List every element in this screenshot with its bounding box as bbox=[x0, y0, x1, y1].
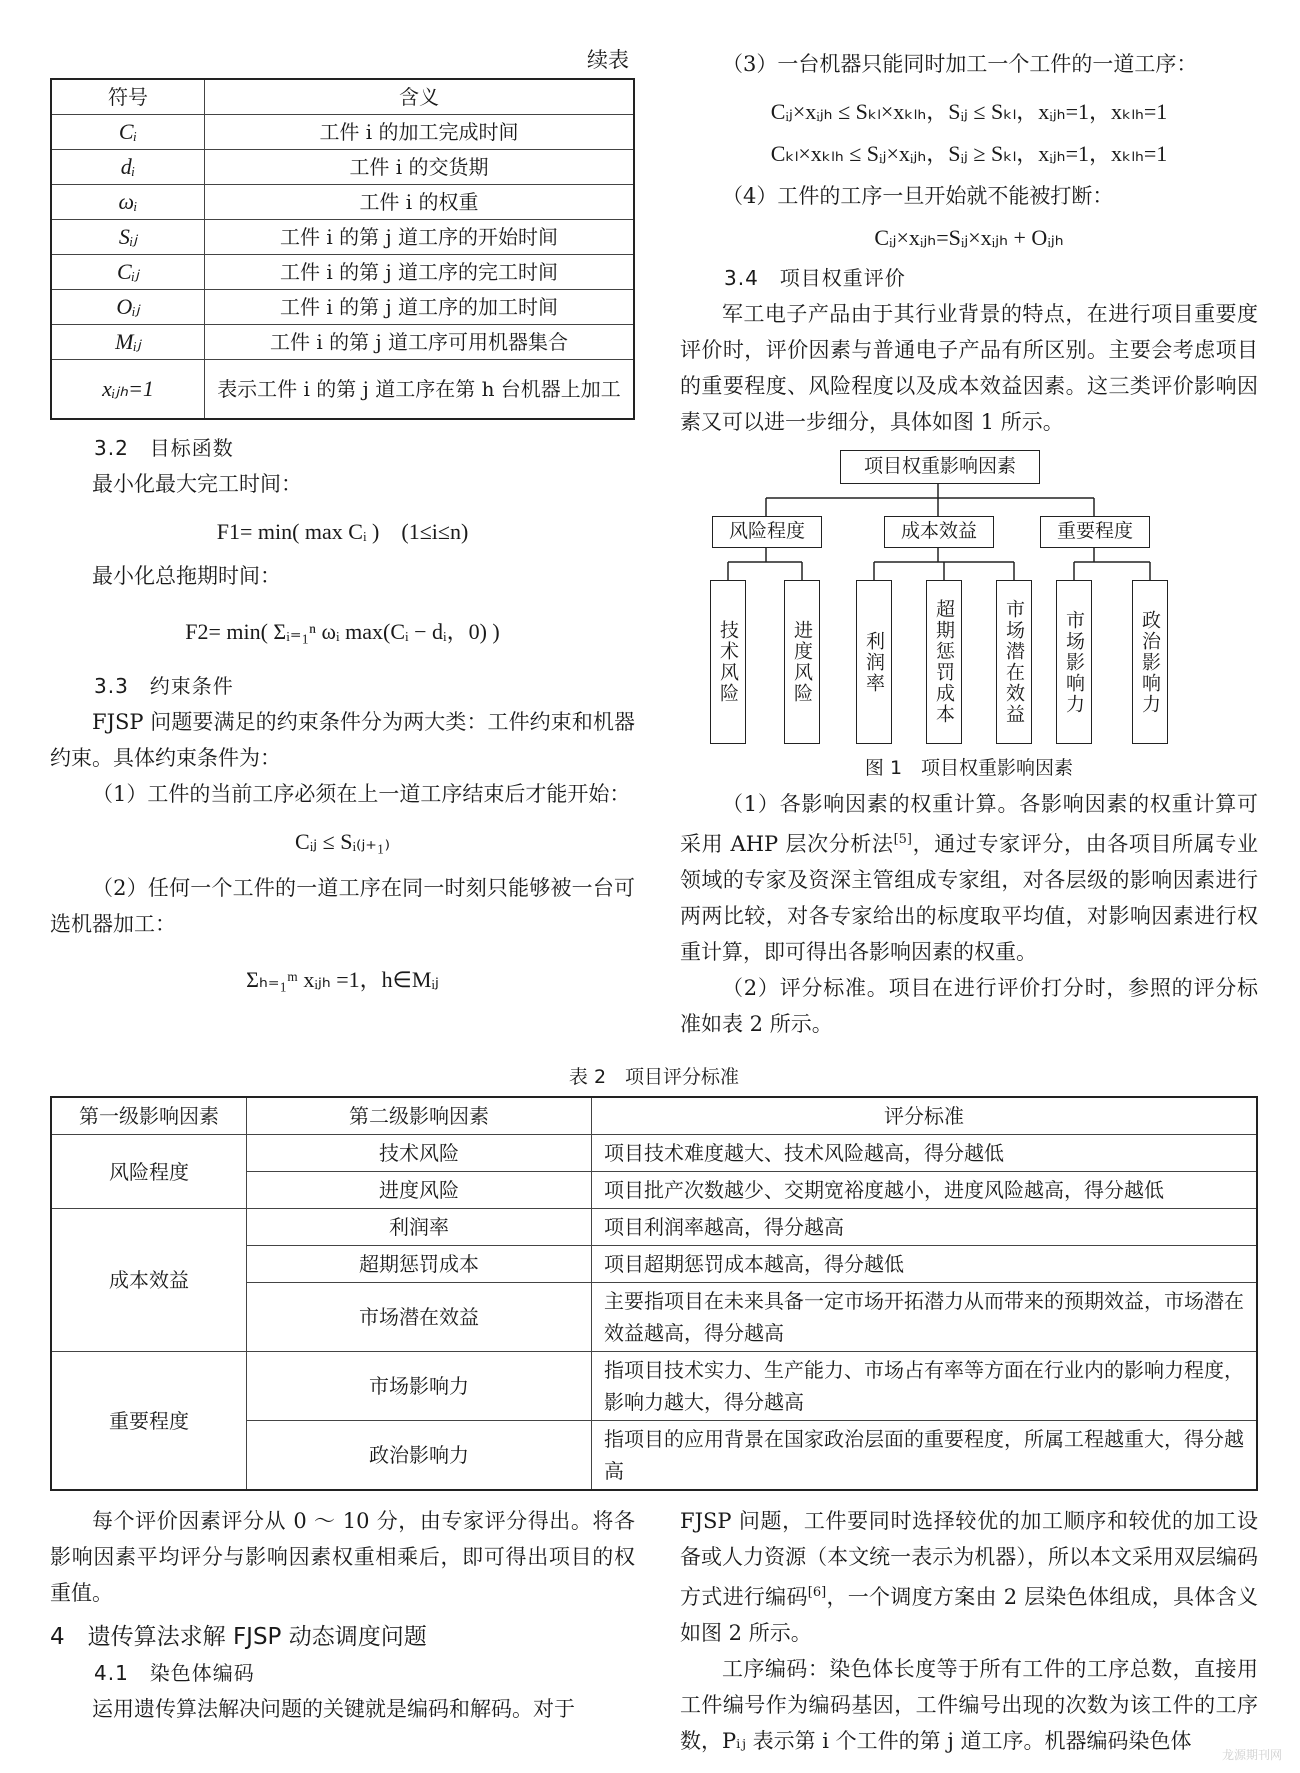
table-row bbox=[51, 1209, 1257, 1246]
diagram-leaf-node: 技术风险 bbox=[710, 580, 746, 744]
symbol-cell: ωᵢ bbox=[51, 185, 205, 220]
diagram-group-node: 重要程度 bbox=[1040, 516, 1150, 548]
right-column bbox=[680, 46, 1258, 1042]
paragraph: （4）工件的工序一旦开始就不能被打断： bbox=[722, 184, 1114, 208]
paragraph: （3）一台机器只能同时加工一个工件的一道工序： bbox=[722, 52, 1198, 76]
diagram-leaf-node: 超期惩罚成本 bbox=[926, 580, 962, 744]
text-span: ，通过专家评分，由各项目所属专业领域的专家及资深主管组成专家组，对各层级的影响因素进行两两比较，对各专家给出的标度取平均值，对影响因素进行权重计算，即可得出各影响因素的权重。 bbox=[680, 832, 1259, 964]
paragraph: 军工电子产品由于其行业背景的特点，在进行项目重要度评价时，评价因素与普通电子产品有所区别。主要会考虑项目的重要程度、风险程度以及成本效益因素。这三类评价影响因素又可以进一步细分，具体如图 1 所示。 bbox=[680, 302, 1258, 434]
equation-c2: Σₕ₌₁ᵐ xᵢⱼₕ =1，h∈Mᵢⱼ bbox=[246, 967, 439, 992]
equation-c1: Cᵢⱼ ≤ Sᵢ₍ⱼ₊₁₎ bbox=[295, 829, 390, 854]
meaning-cell: 工件 i 的第 j 道工序的完工时间 bbox=[205, 255, 635, 290]
criterion-cell: 主要指项目在未来具备一定市场开拓潜力从而带来的预期效益，市场潜在效益越高，得分越高 bbox=[592, 1283, 1258, 1352]
left-column bbox=[50, 42, 635, 998]
paragraph bbox=[680, 786, 1258, 970]
symbol-cell: Mᵢⱼ bbox=[51, 325, 205, 360]
second-level-cell: 利润率 bbox=[247, 1209, 592, 1246]
citation-ref: [5] bbox=[893, 832, 913, 847]
equation-c4: Cᵢⱼ×xᵢⱼₕ=Sᵢⱼ×xᵢⱼₕ + Oᵢⱼₕ bbox=[874, 225, 1064, 250]
diagram-leaf-node: 利润率 bbox=[856, 580, 892, 744]
section-3-3-title: 3.3 约束条件 bbox=[94, 674, 234, 698]
diagram-leaf-node: 市场影响力 bbox=[1056, 580, 1092, 744]
criterion-cell: 指项目技术实力、生产能力、市场占有率等方面在行业内的影响力程度，影响力越大，得分越高 bbox=[592, 1352, 1258, 1421]
diagram-leaf-node: 政治影响力 bbox=[1132, 580, 1168, 744]
paragraph: FJSP 问题要满足的约束条件分为两大类：工件约束和机器约束。具体约束条件为： bbox=[50, 710, 635, 770]
score-table bbox=[50, 1096, 1258, 1491]
first-level-cell: 成本效益 bbox=[51, 1209, 247, 1352]
table-row bbox=[51, 220, 634, 255]
symbol-cell: Cᵢⱼ bbox=[51, 255, 205, 290]
second-level-cell: 政治影响力 bbox=[247, 1421, 592, 1491]
section-3-2-title: 3.2 目标函数 bbox=[94, 436, 234, 460]
table-2-title: 表 2 项目评分标准 bbox=[568, 1066, 740, 1088]
figure-1-diagram bbox=[680, 446, 1258, 786]
text-span: （1）各影响因素的权重计算。各影响因素的权重计算可采用 AHP 层次分析法 bbox=[680, 792, 1258, 856]
diagram-root-node: 项目权重影响因素 bbox=[840, 450, 1040, 484]
equation-c3b: Cₖₗ×xₖₗₕ ≤ Sᵢⱼ×xᵢⱼₕ，Sᵢⱼ ≥ Sₖₗ，xᵢⱼₕ=1，xₖₗₕ=1 bbox=[770, 141, 1168, 166]
paragraph: 最小化最大完工时间： bbox=[92, 472, 302, 496]
meaning-cell: 工件 i 的权重 bbox=[205, 185, 635, 220]
paragraph: 最小化总拖期时间： bbox=[92, 564, 281, 588]
meaning-cell: 工件 i 的第 j 道工序的开始时间 bbox=[205, 220, 635, 255]
paragraph: （2）任何一个工件的一道工序在同一时刻只能够被一台可选机器加工： bbox=[50, 876, 635, 936]
equation-f2: F2= min( Σᵢ₌₁ⁿ ωᵢ max(Cᵢ − dᵢ，0) ) bbox=[185, 619, 500, 644]
symbol-cell: xᵢⱼₕ=1 bbox=[51, 360, 205, 420]
first-level-cell: 重要程度 bbox=[51, 1352, 247, 1491]
text-span: ，一个调度方案由 2 层染色体组成，具体含义如图 2 所示。 bbox=[680, 1585, 1258, 1645]
header-meaning: 含义 bbox=[205, 79, 635, 115]
meaning-cell: 工件 i 的交货期 bbox=[205, 150, 635, 185]
paragraph: 运用遗传算法解决问题的关键就是编码和解码。对于 bbox=[92, 1697, 575, 1721]
diagram-connectors bbox=[680, 446, 1258, 786]
diagram-group-node: 成本效益 bbox=[884, 516, 994, 548]
second-level-cell: 技术风险 bbox=[247, 1135, 592, 1172]
table-row bbox=[51, 185, 634, 220]
section-4-title: 4 遗传算法求解 FJSP 动态调度问题 bbox=[50, 1624, 427, 1650]
header-cell: 第二级影响因素 bbox=[247, 1097, 592, 1135]
second-level-cell: 市场影响力 bbox=[247, 1352, 592, 1421]
second-level-cell: 市场潜在效益 bbox=[247, 1283, 592, 1352]
symbol-cell: Sᵢⱼ bbox=[51, 220, 205, 255]
symbol-cell: dᵢ bbox=[51, 150, 205, 185]
first-level-cell: 风险程度 bbox=[51, 1135, 247, 1209]
diagram-leaf-node: 进度风险 bbox=[784, 580, 820, 744]
bottom-left-column bbox=[50, 1503, 635, 1727]
table-row bbox=[51, 255, 634, 290]
section-4-1-title: 4.1 染色体编码 bbox=[94, 1661, 255, 1685]
table-row bbox=[51, 325, 634, 360]
meaning-cell: 工件 i 的加工完成时间 bbox=[205, 115, 635, 150]
paragraph: （1）工件的当前工序必须在上一道工序结束后才能开始： bbox=[92, 782, 631, 806]
criterion-cell: 项目批产次数越少、交期宽裕度越小，进度风险越高，得分越低 bbox=[592, 1172, 1258, 1209]
header-cell: 第一级影响因素 bbox=[51, 1097, 247, 1135]
meaning-cell: 表示工件 i 的第 j 道工序在第 h 台机器上加工 bbox=[205, 360, 635, 420]
paragraph: 每个评价因素评分从 0 ～ 10 分，由专家评分得出。将各影响因素平均评分与影响因素权重相乘后，即可得出项目的权重值。 bbox=[50, 1509, 635, 1605]
symbol-cell: Oᵢⱼ bbox=[51, 290, 205, 325]
paragraph: 工序编码：染色体长度等于所有工件的工序总数，直接用工件编号作为编码基因，工件编号出现的次数为该工件的工序数，Pᵢⱼ 表示第 i 个工件的第 j 道工序。机器编码染色体 bbox=[680, 1657, 1258, 1753]
diagram-leaf-node: 市场潜在效益 bbox=[996, 580, 1032, 744]
table-row bbox=[51, 1135, 1257, 1172]
header-cell: 评分标准 bbox=[592, 1097, 1258, 1135]
bottom-right-column bbox=[680, 1503, 1258, 1759]
citation-ref: [6] bbox=[807, 1585, 827, 1600]
section-3-4-title: 3.4 项目权重评价 bbox=[724, 266, 906, 290]
table-row bbox=[51, 1352, 1257, 1421]
table-header-row bbox=[51, 1097, 1257, 1135]
paragraph: （2）评分标准。项目在进行评价打分时，参照的评分标准如表 2 所示。 bbox=[680, 976, 1258, 1036]
criterion-cell: 指项目的应用背景在国家政治层面的重要程度，所属工程越重大，得分越高 bbox=[592, 1421, 1258, 1491]
symbol-cell: Cᵢ bbox=[51, 115, 205, 150]
text-span: FJSP 问题，工件要同时选择较优的加工顺序和较优的加工设备或人力资源（本文统一表示为机器），所以本文采用双层编码方式进行编码 bbox=[680, 1509, 1258, 1609]
second-level-cell: 进度风险 bbox=[247, 1172, 592, 1209]
table-row bbox=[51, 360, 634, 420]
meaning-cell: 工件 i 的第 j 道工序的加工时间 bbox=[205, 290, 635, 325]
watermark: 龙源期刊网 bbox=[1221, 1748, 1282, 1762]
paragraph bbox=[680, 1503, 1258, 1651]
table-continued-label: 续表 bbox=[587, 48, 629, 72]
figure-1-caption: 图 1 项目权重影响因素 bbox=[864, 757, 1074, 779]
diagram-group-node: 风险程度 bbox=[712, 516, 822, 548]
equation-f1: F1= min( max Cᵢ ) (1≤i≤n) bbox=[216, 519, 469, 544]
criterion-cell: 项目技术难度越大、技术风险越高，得分越低 bbox=[592, 1135, 1258, 1172]
meaning-cell: 工件 i 的第 j 道工序可用机器集合 bbox=[205, 325, 635, 360]
equation-c3a: Cᵢⱼ×xᵢⱼₕ ≤ Sₖₗ×xₖₗₕ，Sᵢⱼ ≤ Sₖₗ，xᵢⱼₕ=1，xₖₗₕ=1 bbox=[770, 99, 1168, 124]
second-level-cell: 超期惩罚成本 bbox=[247, 1246, 592, 1283]
criterion-cell: 项目利润率越高，得分越高 bbox=[592, 1209, 1258, 1246]
table-row bbox=[51, 115, 634, 150]
table-row bbox=[51, 150, 634, 185]
symbol-table bbox=[50, 78, 635, 420]
table-row bbox=[51, 290, 634, 325]
table-header-row bbox=[51, 79, 634, 115]
criterion-cell: 项目超期惩罚成本越高，得分越低 bbox=[592, 1246, 1258, 1283]
header-symbol: 符号 bbox=[51, 79, 205, 115]
